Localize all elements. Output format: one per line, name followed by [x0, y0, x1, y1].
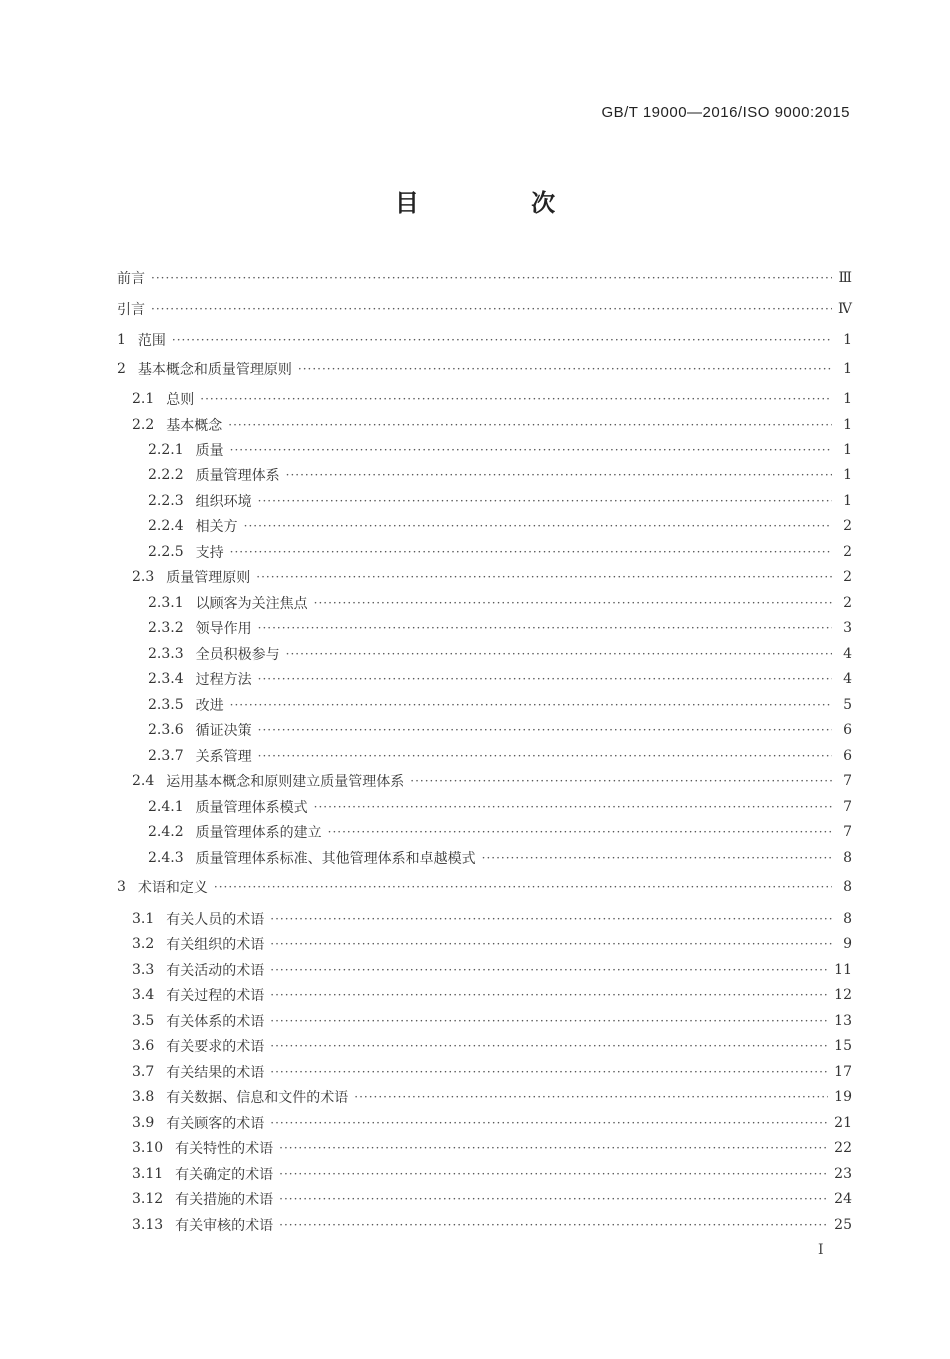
- dot-leader: [200, 392, 832, 406]
- toc-entry-label: 有关人员的术语: [166, 912, 265, 928]
- toc-entry-label: 基本概念: [166, 418, 223, 434]
- toc-entry[interactable]: [117, 1061, 852, 1083]
- toc-entry-page: 7: [843, 773, 852, 789]
- toc-entry-number: 1: [117, 332, 126, 348]
- dot-leader: [258, 672, 832, 686]
- dot-leader: [258, 494, 832, 508]
- toc-entry-number: 3.1: [132, 911, 155, 927]
- toc-title: 目 次: [394, 189, 608, 217]
- toc-entry-page: 3: [843, 620, 852, 636]
- toc-entry[interactable]: [117, 643, 852, 665]
- toc-entry-number: 2.3: [132, 569, 155, 585]
- toc-entry-label: 循证决策: [195, 723, 252, 739]
- toc-entry[interactable]: [117, 694, 852, 716]
- toc-entry[interactable]: [117, 490, 852, 512]
- toc-entry-number: 2.2.2: [148, 467, 184, 483]
- toc-entry-label: 质量管理体系模式: [195, 800, 308, 816]
- toc-entry-label: 总则: [166, 392, 195, 408]
- toc-entry-number: 2: [117, 361, 126, 377]
- dot-leader: [270, 1116, 828, 1130]
- toc-entry[interactable]: [117, 592, 852, 614]
- dot-leader: [258, 621, 832, 635]
- toc-entry-label: 质量管理原则: [166, 570, 251, 586]
- toc-entry[interactable]: [117, 541, 852, 563]
- dot-leader: [279, 1141, 828, 1155]
- dot-leader: [328, 825, 832, 839]
- toc-entry-number: 3.9: [132, 1115, 155, 1131]
- toc-entry-label: 有关体系的术语: [166, 1014, 265, 1030]
- toc-entry-page: 15: [834, 1038, 852, 1054]
- dot-leader: [258, 723, 832, 737]
- toc-entry-number: 3.5: [132, 1013, 155, 1029]
- toc-entry-page: 8: [843, 879, 852, 895]
- toc-entry-number: 3.8: [132, 1089, 155, 1105]
- toc-entry-page: 2: [843, 569, 852, 585]
- dot-leader: [482, 851, 832, 865]
- toc-entry[interactable]: [117, 745, 852, 767]
- toc-entry-label: 有关顾客的术语: [166, 1116, 265, 1132]
- toc-entry[interactable]: [117, 1163, 852, 1185]
- toc-entry[interactable]: [117, 414, 852, 436]
- toc-entry-number: 2.3.2: [148, 620, 184, 636]
- dot-leader: [214, 880, 832, 894]
- toc-entry-label: 范围: [137, 333, 166, 349]
- dot-leader: [228, 418, 832, 432]
- toc-entry-number: 3.13: [132, 1217, 164, 1233]
- dot-leader: [298, 362, 832, 376]
- toc-entry-page: 13: [834, 1013, 852, 1029]
- toc-entry-label: 引言: [117, 302, 145, 318]
- toc-entry-page: 8: [843, 850, 852, 866]
- toc-entry[interactable]: [117, 1188, 852, 1210]
- toc-entry-number: 2.4.1: [148, 799, 184, 815]
- dot-leader: [270, 937, 832, 951]
- toc-entry-number: 2.2.4: [148, 518, 184, 534]
- toc-entry-label: 运用基本概念和原则建立质量管理体系: [166, 774, 405, 790]
- toc-entry-label: 有关活动的术语: [166, 963, 265, 979]
- toc-entry-page: 1: [843, 467, 852, 483]
- toc-entry-number: 3.7: [132, 1064, 155, 1080]
- toc-entry-page: 19: [834, 1089, 852, 1105]
- toc-entry-page: 1: [843, 361, 852, 377]
- toc-entry[interactable]: [117, 566, 852, 588]
- toc-entry-number: 2.2.5: [148, 544, 184, 560]
- toc-entry-number: 2.2.1: [148, 442, 184, 458]
- toc-entry-page: 21: [834, 1115, 852, 1131]
- dot-leader: [279, 1192, 828, 1206]
- toc-entry-page: 8: [843, 911, 852, 927]
- toc-entry[interactable]: [117, 1214, 852, 1236]
- toc-entry[interactable]: [117, 358, 852, 380]
- toc-entry-number: 3.2: [132, 936, 155, 952]
- dot-leader: [258, 749, 832, 763]
- toc-entry[interactable]: [117, 1137, 852, 1159]
- toc-entry-number: 3.3: [132, 962, 155, 978]
- toc-entry-label: 有关确定的术语: [175, 1167, 274, 1183]
- toc-entry-page: 4: [843, 646, 852, 662]
- toc-entry-number: 2.4: [132, 773, 155, 789]
- dot-leader: [151, 271, 832, 285]
- toc-entry-number: 2.2.3: [148, 493, 184, 509]
- toc-entry-page: 23: [834, 1166, 852, 1182]
- toc-entry-label: 全员积极参与: [195, 647, 280, 663]
- toc-entry[interactable]: [117, 908, 852, 930]
- toc-entry-page: 1: [843, 391, 852, 407]
- dot-leader: [230, 443, 832, 457]
- dot-leader: [410, 774, 832, 788]
- toc-entry[interactable]: [117, 796, 852, 818]
- toc-entry[interactable]: [117, 617, 852, 639]
- toc-entry-page: 22: [834, 1140, 852, 1156]
- toc-entry-number: 3: [117, 879, 126, 895]
- toc-entry-label: 支持: [195, 545, 224, 561]
- toc-entry-number: 3.4: [132, 987, 155, 1003]
- toc-entry-number: 2.3.3: [148, 646, 184, 662]
- toc-entry-page: 6: [843, 748, 852, 764]
- toc-entry-number: 3.10: [132, 1140, 164, 1156]
- toc-entry-page: 12: [834, 987, 852, 1003]
- toc-entry[interactable]: [117, 984, 852, 1006]
- toc-entry-label: 术语和定义: [137, 880, 208, 896]
- toc-entry-page: 1: [843, 493, 852, 509]
- toc-entry-label: 质量管理体系: [195, 468, 280, 484]
- toc-entry-label: 关系管理: [195, 749, 252, 765]
- toc-entry-page: 1: [843, 442, 852, 458]
- dot-leader: [270, 1039, 828, 1053]
- toc-entry-label: 组织环境: [195, 494, 252, 510]
- toc-entry[interactable]: [117, 821, 852, 843]
- dot-leader: [314, 800, 832, 814]
- toc-entry-label: 有关要求的术语: [166, 1039, 265, 1055]
- toc-entry-page: 7: [843, 824, 852, 840]
- toc-entry[interactable]: [117, 1112, 852, 1134]
- toc-entry-number: 2.4.3: [148, 850, 184, 866]
- toc-entry-number: 3.12: [132, 1191, 164, 1207]
- toc-entry-label: 质量管理体系的建立: [195, 825, 322, 841]
- toc-entry-number: 2.4.2: [148, 824, 184, 840]
- toc-entry-page: 11: [834, 962, 852, 978]
- toc-entry-number: 2.3.6: [148, 722, 184, 738]
- toc-entry-label: 基本概念和质量管理原则: [137, 362, 292, 378]
- toc-entry[interactable]: [117, 668, 852, 690]
- toc-entry[interactable]: [117, 933, 852, 955]
- toc-entry-number: 2.2: [132, 417, 155, 433]
- dot-leader: [270, 1065, 828, 1079]
- toc-entry-label: 相关方: [195, 519, 238, 535]
- toc-entry[interactable]: [117, 719, 852, 741]
- toc-entry[interactable]: [117, 439, 852, 461]
- toc-entry-label: 有关组织的术语: [166, 937, 265, 953]
- toc-entry-page: 5: [843, 697, 852, 713]
- toc-entry-label: 有关过程的术语: [166, 988, 265, 1004]
- toc-entry-page: 4: [843, 671, 852, 687]
- toc-entry-page: 2: [843, 544, 852, 560]
- toc-entry-number: 2.1: [132, 391, 155, 407]
- toc-entry-page: 6: [843, 722, 852, 738]
- toc-entry-label: 过程方法: [195, 672, 252, 688]
- toc-entry-page: 7: [843, 799, 852, 815]
- dot-leader: [286, 647, 832, 661]
- toc-entry-number: 3.6: [132, 1038, 155, 1054]
- toc-entry[interactable]: [117, 847, 852, 869]
- toc-entry[interactable]: [117, 1086, 852, 1108]
- toc-entry-label: 有关特性的术语: [175, 1141, 274, 1157]
- dot-leader: [279, 1218, 828, 1232]
- toc-entry[interactable]: [117, 1010, 852, 1032]
- toc-entry[interactable]: [117, 876, 852, 898]
- toc-entry-page: 25: [834, 1217, 852, 1233]
- dot-leader: [270, 988, 828, 1002]
- toc-entry-label: 以顾客为关注焦点: [195, 596, 308, 612]
- toc-entry-label: 前言: [117, 271, 145, 287]
- standard-identifier: GB/T 19000—2016/ISO 9000:2015: [601, 104, 850, 121]
- dot-leader: [270, 1014, 828, 1028]
- dot-leader: [286, 468, 832, 482]
- toc-entry-label: 改进: [195, 698, 224, 714]
- dot-leader: [172, 333, 832, 347]
- dot-leader: [244, 519, 832, 533]
- toc-entry-number: 2.3.7: [148, 748, 184, 764]
- toc-entry-number: 2.3.4: [148, 671, 184, 687]
- dot-leader: [270, 963, 828, 977]
- toc-entry-number: 2.3.1: [148, 595, 184, 611]
- toc-entry-number: 3.11: [132, 1166, 164, 1182]
- dot-leader: [354, 1090, 828, 1104]
- toc-entry-label: 有关结果的术语: [166, 1065, 265, 1081]
- toc-entry-page: Ⅳ: [838, 301, 852, 317]
- toc-entry-page: 1: [843, 332, 852, 348]
- dot-leader: [314, 596, 832, 610]
- toc-entry[interactable]: [117, 388, 852, 410]
- dot-leader: [279, 1167, 828, 1181]
- toc-entry[interactable]: [117, 770, 852, 792]
- dot-leader: [230, 698, 832, 712]
- toc-entry[interactable]: [117, 464, 852, 486]
- toc-entry-label: 质量管理体系标准、其他管理体系和卓越模式: [195, 851, 476, 867]
- toc-entry[interactable]: [117, 1035, 852, 1057]
- toc-entry[interactable]: [117, 267, 852, 289]
- toc-entry-page: 2: [843, 518, 852, 534]
- toc-entry-page: 1: [843, 417, 852, 433]
- toc-entry-label: 有关审核的术语: [175, 1218, 274, 1234]
- toc-entry-label: 有关数据、信息和文件的术语: [166, 1090, 349, 1106]
- toc-entry-page: Ⅲ: [838, 270, 852, 286]
- toc-entry-label: 质量: [195, 443, 224, 459]
- toc-entry-label: 领导作用: [195, 621, 252, 637]
- toc-entry[interactable]: [117, 329, 852, 351]
- dot-leader: [256, 570, 832, 584]
- toc-entry[interactable]: [117, 959, 852, 981]
- toc-entry[interactable]: [117, 515, 852, 537]
- toc-entry-page: 17: [834, 1064, 852, 1080]
- toc-entry-label: 有关措施的术语: [175, 1192, 274, 1208]
- toc-entry-number: 2.3.5: [148, 697, 184, 713]
- toc-entry-page: 2: [843, 595, 852, 611]
- dot-leader: [230, 545, 832, 559]
- dot-leader: [270, 912, 832, 926]
- dot-leader: [151, 302, 832, 316]
- toc-entry-page: 24: [834, 1191, 852, 1207]
- toc-entry[interactable]: [117, 298, 852, 320]
- toc-entry-page: 9: [843, 936, 852, 952]
- page-number: I: [818, 1242, 824, 1258]
